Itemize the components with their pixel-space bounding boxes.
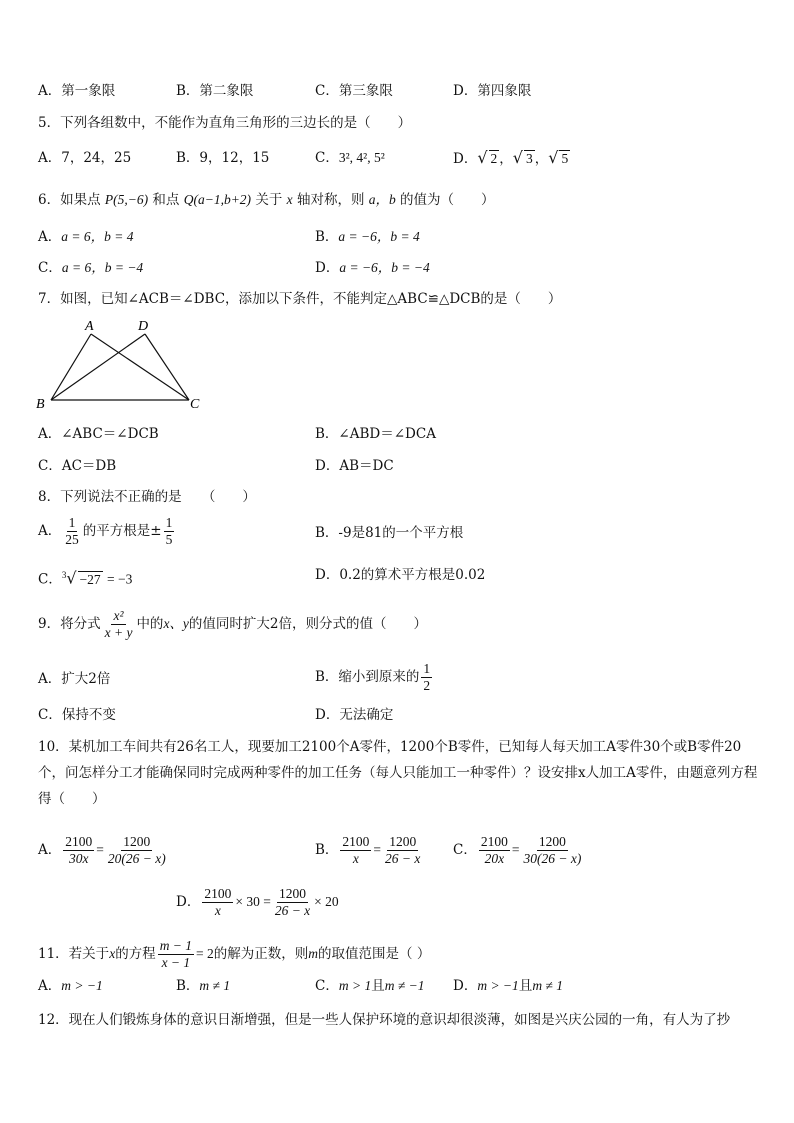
q5-option-c: [315, 148, 385, 168]
segment-ba: [51, 334, 91, 400]
q8-option-c: C．$^3$√ −27 = −3: [38, 568, 133, 588]
q5-option-d-label: D．: [453, 151, 478, 167]
q10-stem: 10．某机加工车间共有26名工人，现要加工2100个A零件，1200个B零件，已知每人每天加工A零件30个或B零件20个，问怎样分工才能确保同时完成两种零件的加工任务（每人只能加工一种零件）？设安排x人加工A零件，由题意列方程得（ ）: [38, 739, 758, 807]
q9-option-a: A．扩大2倍: [38, 671, 111, 687]
q4-option-a: A．第一象限: [38, 83, 116, 99]
q11-stem: 11．若关于x的方程 $\frac{m - 1}{x - 1}$ = 2的解为正数，则m的取值范围是（ ）: [38, 938, 431, 970]
q8-option-d: D．0.2的算术平方根是0.02: [315, 567, 486, 583]
q8-option-a: A． $\frac{1}{25}$ 的平方根是± $\frac{1}{5}$: [38, 515, 173, 547]
vertex-label-c: C: [190, 397, 200, 412]
vertex-label-a: A: [85, 319, 94, 334]
q9-stem: 9．将分式 $\frac{\text{x²}}{x + y}$ 中的x、y的值同时扩大2倍，则分式的值（ ）: [38, 608, 428, 640]
q5-option-a: A．7，24，25: [38, 150, 132, 166]
q6-option-b: B．a = −6，b = 4: [315, 229, 420, 245]
q5-sqrt-2: 2: [490, 151, 498, 166]
q7-option-c: C．AC＝DB: [38, 458, 117, 474]
q5-option-d: D．√ 2 ，√ 3 ，√ 5: [453, 148, 569, 167]
q7-option-d: D．AB＝DC: [315, 458, 394, 474]
q10-option-a: A． $\frac{2100}{30x}$ = $\frac{1200}{20(26 - x)}$: [38, 834, 166, 866]
q6-option-d: D．a = −6，b = −4: [315, 260, 430, 276]
point-q: Q(a−1,b+2): [183, 192, 252, 207]
point-p: P(5,−6): [104, 192, 149, 207]
q4-option-c: C．第三象限: [315, 83, 393, 99]
q5-option-c-label: C．: [315, 150, 339, 166]
q7-triangle-figure: [30, 316, 210, 416]
q5-option-b: B．9，12，15: [176, 150, 270, 166]
q12-stem: 12．现在人们锻炼身体的意识日渐增强，但是一些人保护环境的意识却很淡薄，如图是兴庆公园的一角，有人为了抄: [38, 1012, 731, 1028]
q5-sqrt-5: 5: [561, 151, 569, 166]
vertex-label-b: B: [36, 397, 45, 412]
q4-option-b: B．第二象限: [176, 83, 254, 99]
q11-option-d: D．m > −1且m ≠ 1: [453, 978, 563, 994]
q6-option-c: C．a = 6，b = −4: [38, 260, 144, 276]
segment-bd: [51, 334, 145, 400]
q9-option-d: D．无法确定: [315, 707, 394, 723]
q8-stem: 8．下列说法不正确的是 （ ）: [38, 489, 256, 505]
q9-option-b: B．缩小到原来的 $\frac{1}{2}$: [315, 661, 431, 693]
q5-option-c-value: 3², 4², 5²: [338, 150, 385, 165]
q9-option-c: C．保持不变: [38, 707, 116, 723]
q11-option-b: B．m ≠ 1: [176, 978, 231, 994]
q7-option-b: B．∠ABD＝∠DCA: [315, 426, 436, 442]
q11-option-a: A．m > −1: [38, 978, 103, 994]
q10-option-d: D． $\frac{2100}{x}$ × 30 = $\frac{1200}{26 - x}$ × 20: [176, 886, 339, 918]
segment-dc: [145, 334, 189, 400]
q6-stem: 6．如果点 P(5,−6) 和点 Q(a−1,b+2) 关于 x 轴对称，则 a，b 的值为（ ）: [38, 192, 495, 208]
q11-option-c: C．m > 1且m ≠ −1: [315, 978, 425, 994]
q4-option-d: D．第四象限: [453, 83, 532, 99]
segment-ac: [91, 334, 189, 400]
q6-option-a: A．a = 6，b = 4: [38, 229, 134, 245]
q7-stem: 7．如图，已知∠ACB＝∠DBC，添加以下条件，不能判定△ABC≌△DCB的是（ ）: [38, 291, 562, 307]
q8-option-b: B．-9是81的一个平方根: [315, 525, 464, 541]
q10-option-b: B． $\frac{2100}{x}$ = $\frac{1200}{26 - x}$: [315, 834, 421, 866]
q7-option-a: A．∠ABC＝∠DCB: [38, 426, 159, 442]
q10-option-c: C． $\frac{2100}{20x}$ = $\frac{1200}{30(26 - x)}$: [453, 834, 582, 866]
q5-stem: 5．下列各组数中，不能作为直角三角形的三边长的是（ ）: [38, 115, 412, 131]
vertex-label-d: D: [138, 319, 149, 334]
q5-sqrt-3: 3: [525, 151, 533, 166]
